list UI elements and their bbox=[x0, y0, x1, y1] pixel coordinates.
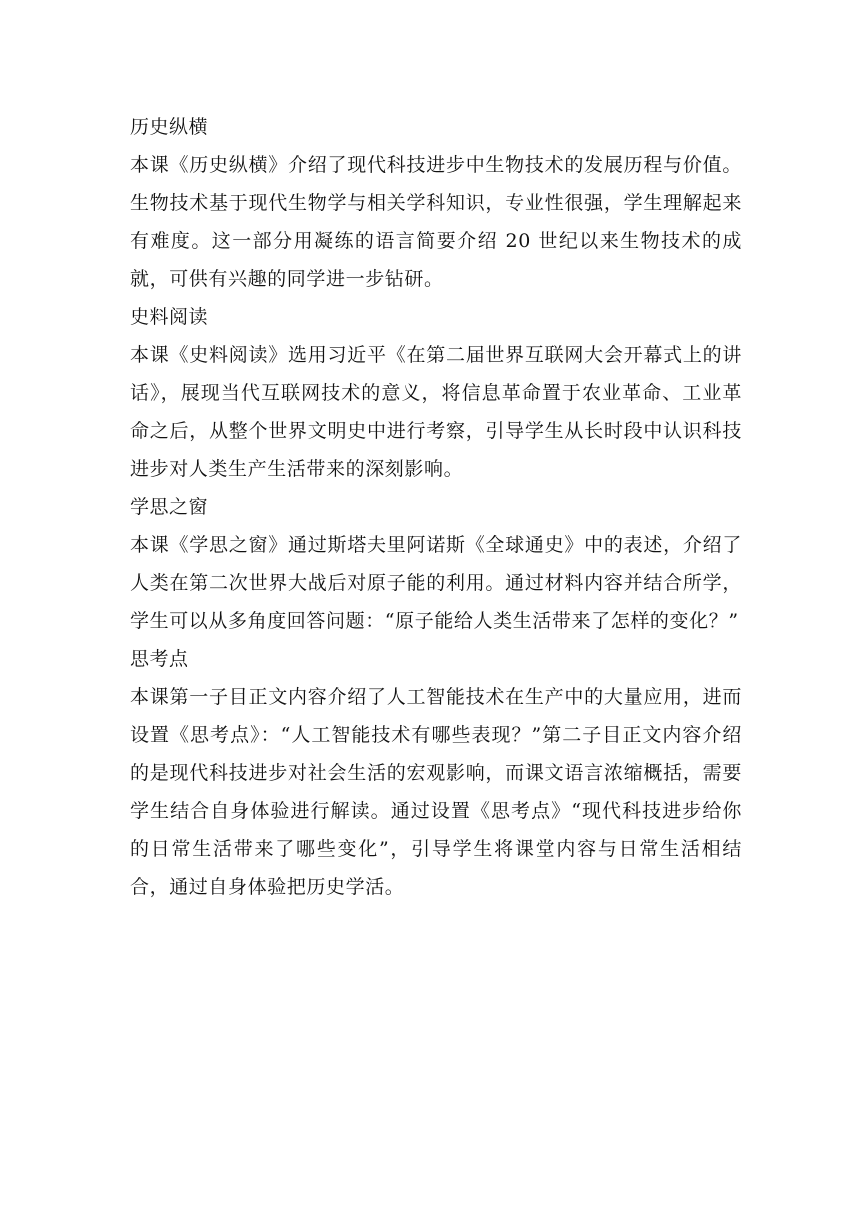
section-thinking-point bbox=[130, 640, 742, 906]
section-paragraph: 本课《史料阅读》选用习近平《在第二届世界互联网大会开幕式上的讲话》，展现当代互联网技术的意义，将信息革命置于农业革命、工业革命之后，从整个世界文明史中进行考察，引导学生从长时段中认识科技进步对人类生产生活带来的深刻影响。 bbox=[130, 344, 742, 480]
section-heading: 学思之窗 bbox=[130, 496, 209, 518]
section-paragraph: 本课《历史纵横》介绍了现代科技进步中生物技术的发展历程与价值。生物技术基于现代生物学与相关学科知识，专业性很强，学生理解起来有难度。这一部分用凝练的语言简要介绍 20 世纪以来生物技术的成就，可供有兴趣的同学进一步钻研。 bbox=[130, 154, 742, 290]
section-heading: 史料阅读 bbox=[130, 306, 209, 328]
section-heading: 思考点 bbox=[130, 648, 189, 670]
section-paragraph: 本课《学思之窗》通过斯塔夫里阿诺斯《全球通史》中的表述，介绍了人类在第二次世界大战后对原子能的利用。通过材料内容并结合所学，学生可以从多角度回答问题：“原子能给人类生活带来了怎样的变化？” bbox=[130, 534, 742, 632]
section-heading: 历史纵横 bbox=[130, 116, 209, 138]
section-paragraph: 本课第一子目正文内容介绍了人工智能技术在生产中的大量应用，进而设置《思考点》：“人工智能技术有哪些表现？”第二子目正文内容介绍的是现代科技进步对社会生活的宏观影响，而课文语言浓缩概括，需要学生结合自身体验进行解读。通过设置《思考点》“现代科技进步给你的日常生活带来了哪些变化”，引导学生将课堂内容与日常生活相结合，通过自身体验把历史学活。 bbox=[130, 686, 742, 898]
section-history-overview bbox=[130, 108, 742, 298]
section-thinking-window bbox=[130, 488, 742, 640]
section-source-reading bbox=[130, 298, 742, 488]
document-body bbox=[130, 108, 742, 906]
